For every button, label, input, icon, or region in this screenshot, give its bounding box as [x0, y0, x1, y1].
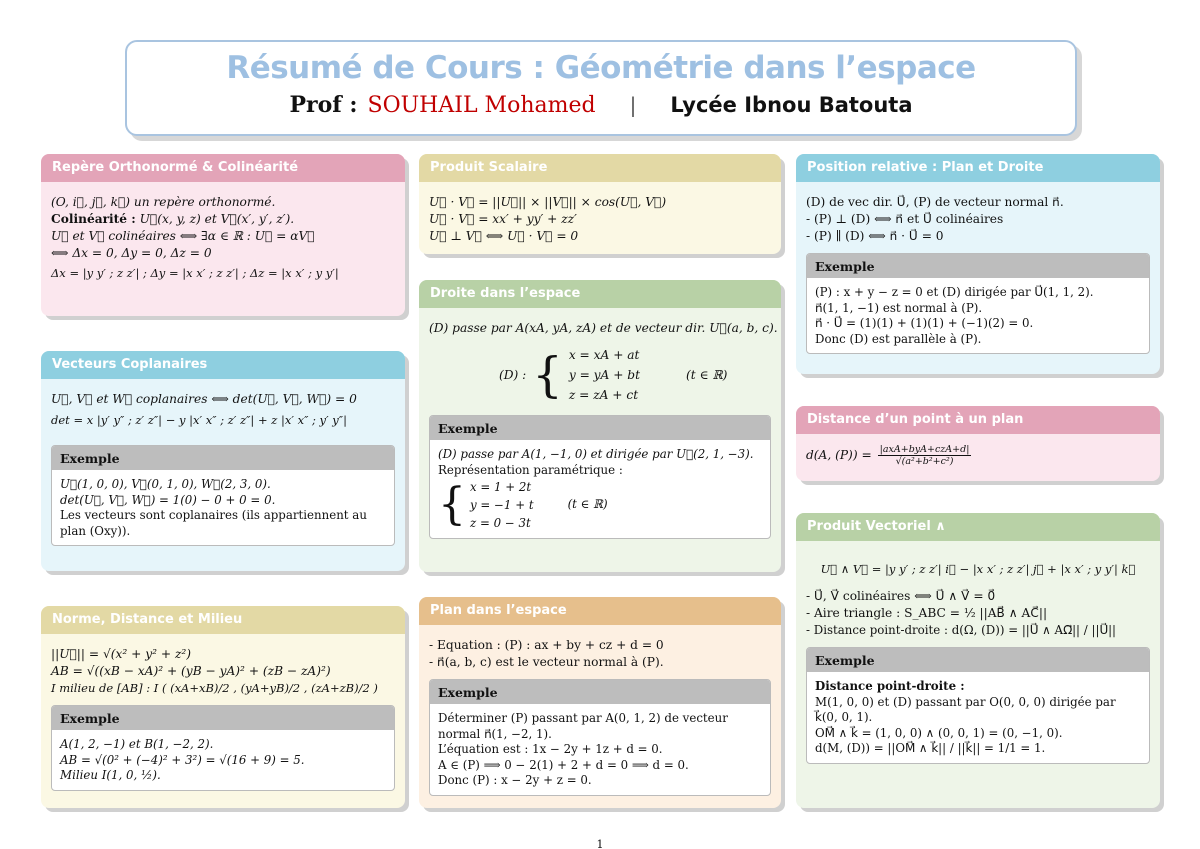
example-line: Déterminer (P) passant par A(0, 1, 2) de vecteur normal n⃗(1, −2, 1).: [438, 711, 728, 741]
example-title: Exemple: [52, 706, 394, 730]
distance-formula-left: d(A, (P)) =: [806, 448, 872, 462]
box-title: Plan dans l’espace: [419, 597, 781, 625]
box-title: Norme, Distance et Milieu: [41, 606, 405, 634]
system-line: y = yA + bt: [568, 368, 641, 382]
param-system: (D) : { x = xA + at y = yA + bt z = zA + ct (t ∈ ℝ): [499, 347, 728, 403]
example-line: n⃗(1, 1, −1) est normal à (P).: [815, 300, 983, 315]
text-line: ||U⃗|| = √(x² + y² + z²): [51, 647, 192, 661]
example-line: Donc (D) est parallèle à (P).: [815, 331, 982, 346]
text-line: - (P) ∥ (D) ⟺ n⃗ · U⃗ = 0: [806, 229, 944, 243]
author-line: [127, 92, 1075, 118]
page-title: Résumé de Cours : Géométrie dans l’espace: [226, 50, 976, 86]
system-line: z = zA + ct: [568, 388, 639, 402]
system-line: y = −1 + t: [470, 498, 534, 512]
text-line: ⟺ Δx = 0, Δy = 0, Δz = 0: [51, 246, 212, 260]
example-block: [806, 253, 1150, 354]
box-title: Produit Vectoriel ∧: [796, 513, 1160, 541]
text-line: AB = √((xB − xA)² + (yB − yA)² + (zB − zA)²): [51, 664, 331, 678]
box-title: Vecteurs Coplanaires: [41, 351, 405, 379]
example-line: Les vecteurs sont coplanaires (ils appartiennent au plan (Oxy)).: [60, 508, 367, 538]
text-line: - n⃗(a, b, c) est le vecteur normal à (P).: [429, 655, 664, 669]
param-system: { x = 1 + 2t y = −1 + t z = 0 − 3t (t ∈ ℝ): [438, 479, 608, 530]
box-title: Position relative : Plan et Droite: [796, 154, 1160, 182]
example-line: (D) passe par A(1, −1, 0) et dirigée par U⃗(2, 1, −3).: [438, 447, 754, 461]
example-line: M(1, 0, 0) et (D) passant par O(0, 0, 0) dirigée par k⃗(0, 0, 1).: [815, 694, 1116, 724]
box-title: Repère Orthonormé & Colinéarité: [41, 154, 405, 182]
prof-name: SOUHAIL Mohamed: [367, 93, 596, 118]
box-repere: [41, 154, 405, 316]
example-title: Exemple: [807, 648, 1149, 672]
text-line: - Equation : (P) : ax + by + cz + d = 0: [429, 638, 664, 652]
example-line: Milieu I(1, 0, ½).: [60, 768, 161, 782]
separator: |: [629, 93, 637, 117]
box-title: Distance d’un point à un plan: [796, 406, 1160, 434]
system-line: z = 0 − 3t: [470, 516, 531, 530]
text-line: - Distance point-droite : d(Ω, (D)) = ||U⃗ ∧ AΩ⃗|| / ||U⃗||: [806, 623, 1117, 637]
example-line: Donc (P) : x − 2y + z = 0.: [438, 773, 592, 787]
example-line: U⃗(1, 0, 0), V⃗(0, 1, 0), W⃗(2, 3, 0).: [60, 477, 271, 491]
page-number: 1: [596, 838, 604, 849]
system-line: x = xA + at: [568, 348, 640, 362]
example-block: [51, 705, 395, 791]
example-block: [429, 679, 771, 796]
text-line: (O, i⃗, j⃗, k⃗) un repère orthonormé.: [51, 195, 276, 209]
example-title: Exemple: [52, 446, 394, 470]
example-line: d(M, (D)) = ||OM⃗ ∧ k⃗|| / ||k⃗|| = 1/1 = 1.: [815, 741, 1046, 755]
distance-fraction: [878, 444, 972, 467]
example-line: OM⃗ ∧ k⃗ = (1, 0, 0) ∧ (0, 0, 1) = (0, −1, 0).: [815, 725, 1063, 740]
example-line: det(U⃗, V⃗, W⃗) = 1(0) − 0 + 0 = 0.: [60, 492, 276, 507]
example-title: Exemple: [430, 680, 770, 704]
example-line: AB = √(0² + (−4)² + 3²) = √(16 + 9) = 5.: [60, 752, 305, 767]
example-subtitle: Distance point-droite :: [815, 679, 965, 693]
text-line: det = x |y′ y″ ; z′ z″| − y |x′ x″ ; z′ z″| + z |x′ x″ ; y′ y″|: [51, 413, 347, 427]
example-block: [429, 415, 771, 539]
text-line: U⃗, V⃗ et W⃗ coplanaires ⟺ det(U⃗, V⃗, W⃗) = 0: [51, 392, 357, 406]
system-line: x = 1 + 2t: [470, 480, 532, 494]
text-line: - (P) ⊥ (D) ⟺ n⃗ et U⃗ colinéaires: [806, 212, 1004, 226]
box-droite: [419, 280, 781, 572]
example-line: Représentation paramétrique :: [438, 462, 623, 477]
box-vectoriel: [796, 513, 1160, 808]
text-line: I milieu de [AB] : I ( (xA+xB)/2 , (yA+yB)/2 , (zA+zB)/2 ): [51, 681, 378, 695]
example-block: [806, 647, 1150, 764]
system-domain: (t ∈ ℝ): [686, 367, 728, 382]
example-title: Exemple: [430, 416, 770, 440]
box-norme: [41, 606, 405, 808]
example-line: A ∈ (P) ⟹ 0 − 2(1) + 2 + d = 0 ⟹ d = 0.: [438, 757, 689, 772]
example-line: (P) : x + y − z = 0 et (D) dirigée par U⃗(1, 1, 2).: [815, 285, 1094, 299]
box-distance: [796, 406, 1160, 481]
col-label: Colinéarité :: [51, 212, 136, 226]
system-domain: (t ∈ ℝ): [567, 497, 608, 512]
text-line: U⃗ et V⃗ colinéaires ⟺ ∃α ∈ ℝ : U⃗ = αV⃗: [51, 229, 315, 243]
denominator: √(a²+b²+c²): [895, 456, 954, 467]
prof-label: Prof :: [289, 92, 358, 118]
box-title: Droite dans l’espace: [419, 280, 781, 308]
box-coplanaires: [41, 351, 405, 571]
header-banner: [125, 40, 1077, 136]
text-line: (D) passe par A(xA, yA, zA) et de vecteur dir. U⃗(a, b, c).: [429, 321, 778, 335]
example-block: [51, 445, 395, 546]
example-line: L’équation est : 1x − 2y + 1z + d = 0.: [438, 742, 663, 756]
box-scalaire: [419, 154, 781, 254]
system-label: (D) :: [499, 367, 527, 382]
example-title: Exemple: [807, 254, 1149, 278]
text-line: U⃗ · V⃗ = ||U⃗|| × ||V⃗|| × cos(U⃗, V⃗): [429, 195, 667, 209]
text-line: (D) de vec dir. U⃗, (P) de vecteur normal n⃗.: [806, 195, 1064, 209]
box-position: [796, 154, 1160, 374]
text-line: U⃗ ∧ V⃗ = |y y′ ; z z′| i⃗ − |x x′ ; z z′| j⃗ + |x x′ ; y y′| k⃗: [820, 562, 1136, 576]
text-line: - U⃗, V⃗ colinéaires ⟺ U⃗ ∧ V⃗ = 0⃗: [806, 589, 996, 603]
col-text: U⃗(x, y, z) et V⃗(x′, y′, z′).: [139, 212, 295, 226]
text-line: U⃗ · V⃗ = xx′ + yy′ + zz′: [429, 212, 577, 226]
text-line: U⃗ ⊥ V⃗ ⟺ U⃗ · V⃗ = 0: [429, 229, 579, 243]
example-line: A(1, 2, −1) et B(1, −2, 2).: [60, 737, 214, 751]
box-plan: [419, 597, 781, 808]
text-line: - Aire triangle : S_ABC = ½ ||AB⃗ ∧ AC⃗||: [806, 606, 1048, 620]
numerator: |axA+byA+czA+d|: [879, 444, 970, 455]
example-line: n⃗ · U⃗ = (1)(1) + (1)(1) + (−1)(2) = 0.: [815, 316, 1034, 330]
text-line: Δx = |y y′ ; z z′| ; Δy = |x x′ ; z z′| ; Δz = |x x′ ; y y′|: [51, 266, 339, 280]
box-title: Produit Scalaire: [419, 154, 781, 182]
school-name: Lycée Ibnou Batouta: [670, 93, 913, 117]
